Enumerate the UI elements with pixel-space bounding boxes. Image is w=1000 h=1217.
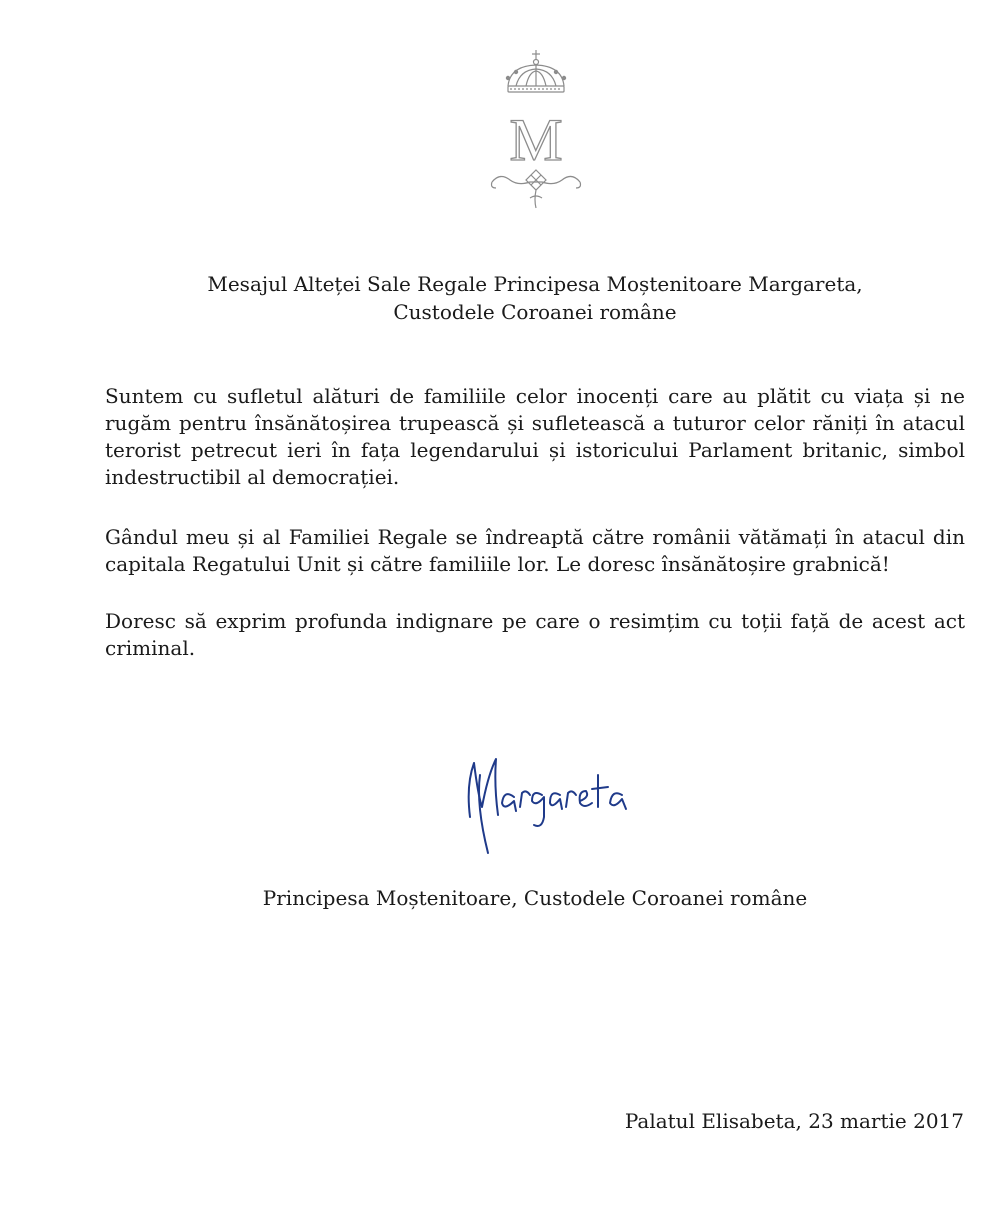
handwritten-signature [458, 745, 638, 860]
paragraph-1: Suntem cu sufletul alături de familiile celor inocenți care au plătit cu viața și ne rugăm pentru însănătoșirea trupească și sufletească a tuturor celor răniți în atacul terorist petrecut ieri în fața legendarului și istoricului Parlament britanic, simbol indestructibil al democrației. [105, 384, 965, 489]
message-heading [100, 270, 970, 326]
ornament-flourish-icon [492, 170, 581, 208]
paragraph-2: Gândul meu și al Familiei Regale se îndreaptă către românii vătămați în atacul din capitala Regatului Unit și către familiile lor. Le doresc însănătoșire grabnică! [105, 525, 965, 576]
monogram-letter: M [509, 107, 563, 173]
heading-line-1: Mesajul Alteței Sale Regale Principesa Moștenitoare Margareta, [207, 272, 863, 296]
signatory-title: Principesa Moștenitoare, Custodele Coroanei române [262, 886, 808, 910]
paragraph-3: Doresc să exprim profunda indignare pe care o resimțim cu toții față de acest act criminal. [105, 609, 965, 660]
heading-line-2: Custodele Coroanei române [393, 300, 677, 324]
royal-monogram [486, 48, 586, 216]
place-and-date: Palatul Elisabeta, 23 martie 2017 [624, 1109, 964, 1133]
royal-crown-icon [506, 50, 565, 92]
